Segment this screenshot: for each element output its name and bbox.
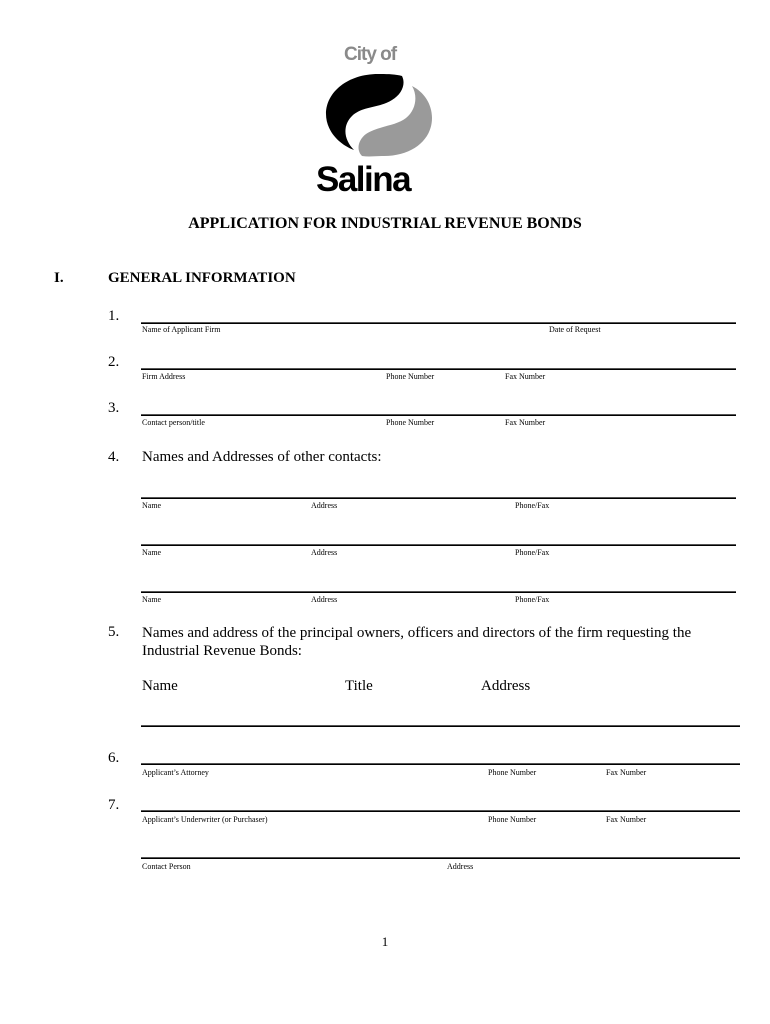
contact-row-3-line[interactable] [141,591,736,593]
item-3-number: 3. [108,400,120,416]
contact-row-1-name-caption: Name [142,501,162,510]
contact-row-1-line[interactable] [141,497,736,499]
document-title: APPLICATION FOR INDUSTRIAL REVENUE BONDS [188,215,582,232]
item-4-number: 4. [108,449,120,465]
item-6-number: 6. [108,750,120,766]
logo-swirl-icon [320,70,438,162]
item-3-field-line[interactable] [141,414,736,416]
contact-row-3-name-caption: Name [142,595,162,604]
item-7-caption-contact-person: Contact Person [142,862,191,871]
logo-top-text: City of [344,44,397,65]
item-3-caption-phone: Phone Number [386,418,435,427]
section-number: I. [54,270,64,286]
item-2-caption-phone: Phone Number [386,372,435,381]
item-7-caption-underwriter: Applicant’s Underwriter (or Purchaser) [142,815,268,824]
item-6-caption-attorney: Applicant’s Attorney [142,768,209,777]
item-7-caption-phone: Phone Number [488,815,537,824]
contact-row-3-address-caption: Address [311,595,338,604]
contact-row-2-address-caption: Address [311,548,338,557]
item-1-caption-date: Date of Request [549,325,601,334]
contact-row-2-name-caption: Name [142,548,162,557]
page-number: 1 [381,934,389,949]
item-7-caption-fax: Fax Number [606,815,647,824]
owners-col-title: Title [345,678,373,694]
item-7-number: 7. [108,797,120,813]
item-5-question-line1: Names and address of the principal owners, officers and directors of the firm requesting the [142,625,692,641]
contact-row-2-line[interactable] [141,544,736,546]
item-2-number: 2. [108,354,120,370]
contact-row-1-phone-caption: Phone/Fax [515,501,550,510]
item-6-field-line[interactable] [141,763,740,765]
item-2-caption-fax: Fax Number [505,372,546,381]
section-title: GENERAL INFORMATION [108,270,296,286]
item-1-number: 1. [108,308,120,324]
item-1-field-line[interactable] [141,322,736,324]
item-5-number: 5. [108,624,120,640]
item-4-question: Names and Addresses of other contacts: [142,449,382,465]
item-7-field-line[interactable] [141,810,740,812]
contact-row-2-phone-caption: Phone/Fax [515,548,550,557]
city-of-salina-logo [312,42,442,200]
contact-row-1-address-caption: Address [311,501,338,510]
item-7-contact-field-line[interactable] [141,857,740,859]
item-5-question-line2: Industrial Revenue Bonds: [142,643,302,659]
logo-bottom-text: Salina [316,160,411,199]
owners-col-address: Address [481,678,531,694]
item-2-field-line[interactable] [141,368,736,370]
item-6-caption-fax: Fax Number [606,768,647,777]
item-2-caption-address: Firm Address [142,372,186,381]
owners-col-name: Name [142,678,178,694]
item-6-caption-phone: Phone Number [488,768,537,777]
item-7-caption-address: Address [447,862,474,871]
item-3-caption-fax: Fax Number [505,418,546,427]
contact-row-3-phone-caption: Phone/Fax [515,595,550,604]
item-1-caption-firm: Name of Applicant Firm [142,325,221,334]
item-3-caption-contact: Contact person/title [142,418,205,427]
owners-field-line[interactable] [141,725,740,727]
